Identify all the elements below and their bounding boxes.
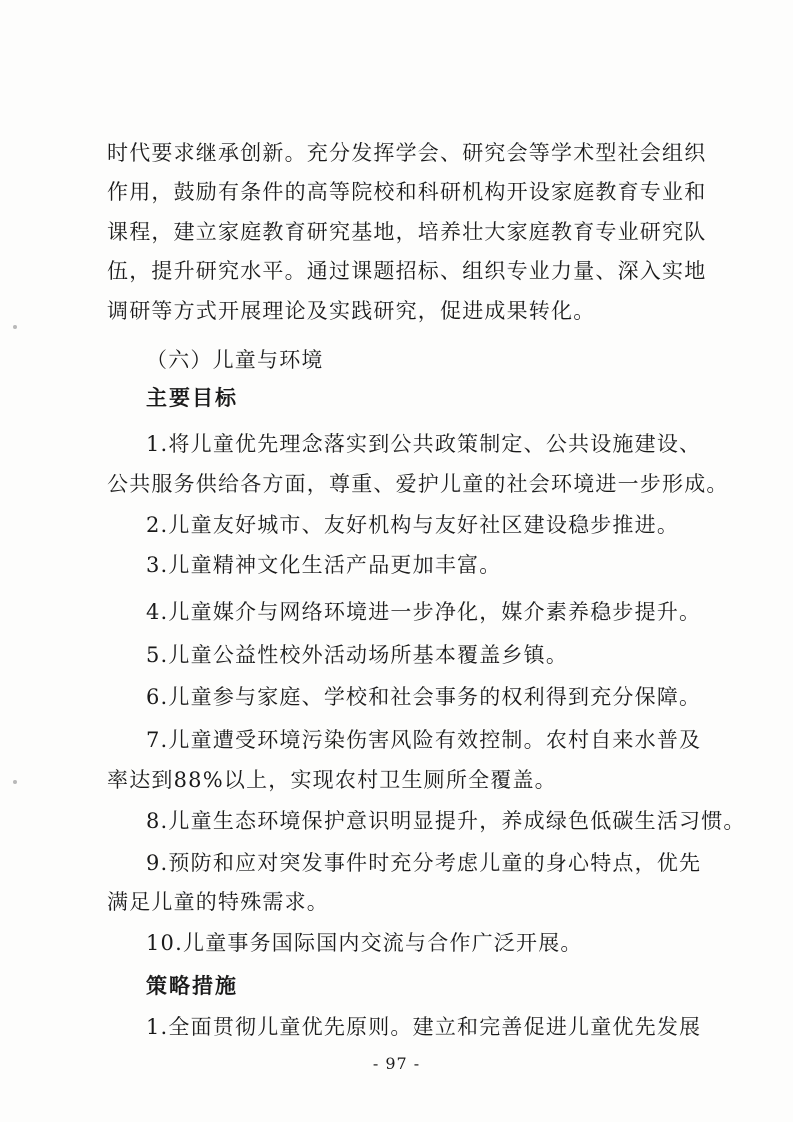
measure-line: 1.全面贯彻儿童优先原则。建立和完善促进儿童优先发展 bbox=[146, 1015, 702, 1039]
binding-mark bbox=[13, 325, 17, 329]
section-title: （六）儿童与环境 bbox=[146, 348, 324, 372]
goal-line: 率达到88%以上，实现农村卫生厕所全覆盖。 bbox=[107, 768, 557, 792]
binding-mark bbox=[13, 780, 17, 784]
goals-heading: 主要目标 bbox=[146, 386, 238, 410]
paragraph-line: 作用，鼓励有条件的高等院校和科研机构开设家庭教育专业和 bbox=[107, 180, 707, 204]
goal-line: 满足儿童的特殊需求。 bbox=[107, 890, 329, 914]
page-number: - 97 - bbox=[372, 1054, 421, 1073]
paragraph-line: 课程，建立家庭教育研究基地，培养壮大家庭教育专业研究队 bbox=[107, 220, 707, 244]
goal-line: 7.儿童遭受环境污染伤害风险有效控制。农村自来水普及 bbox=[146, 728, 702, 752]
paragraph-line: 调研等方式开展理论及实践研究，促进成果转化。 bbox=[107, 299, 596, 323]
goal-line: 6.儿童参与家庭、学校和社会事务的权利得到充分保障。 bbox=[146, 685, 702, 709]
goal-line: 公共服务供给各方面，尊重、爱护儿童的社会环境进一步形成。 bbox=[107, 472, 729, 496]
goal-line: 4.儿童媒介与网络环境进一步净化，媒介素养稳步提升。 bbox=[146, 600, 702, 624]
goal-line: 10.儿童事务国际国内交流与合作广泛开展。 bbox=[146, 931, 583, 955]
paragraph-line: 时代要求继承创新。充分发挥学会、研究会等学术型社会组织 bbox=[107, 141, 707, 165]
goal-line: 8.儿童生态环境保护意识明显提升，养成绿色低碳生活习惯。 bbox=[146, 809, 746, 833]
measures-heading: 策略措施 bbox=[146, 974, 238, 998]
paragraph-line: 伍，提升研究水平。通过课题招标、组织专业力量、深入实地 bbox=[107, 259, 707, 283]
goal-line: 3.儿童精神文化生活产品更加丰富。 bbox=[146, 553, 502, 577]
goal-line: 2.儿童友好城市、友好机构与友好社区建设稳步推进。 bbox=[146, 513, 680, 537]
goal-line: 1.将儿童优先理念落实到公共政策制定、公共设施建设、 bbox=[146, 432, 702, 456]
goal-line: 9.预防和应对突发事件时充分考虑儿童的身心特点，优先 bbox=[146, 851, 702, 875]
goal-line: 5.儿童公益性校外活动场所基本覆盖乡镇。 bbox=[146, 643, 569, 667]
